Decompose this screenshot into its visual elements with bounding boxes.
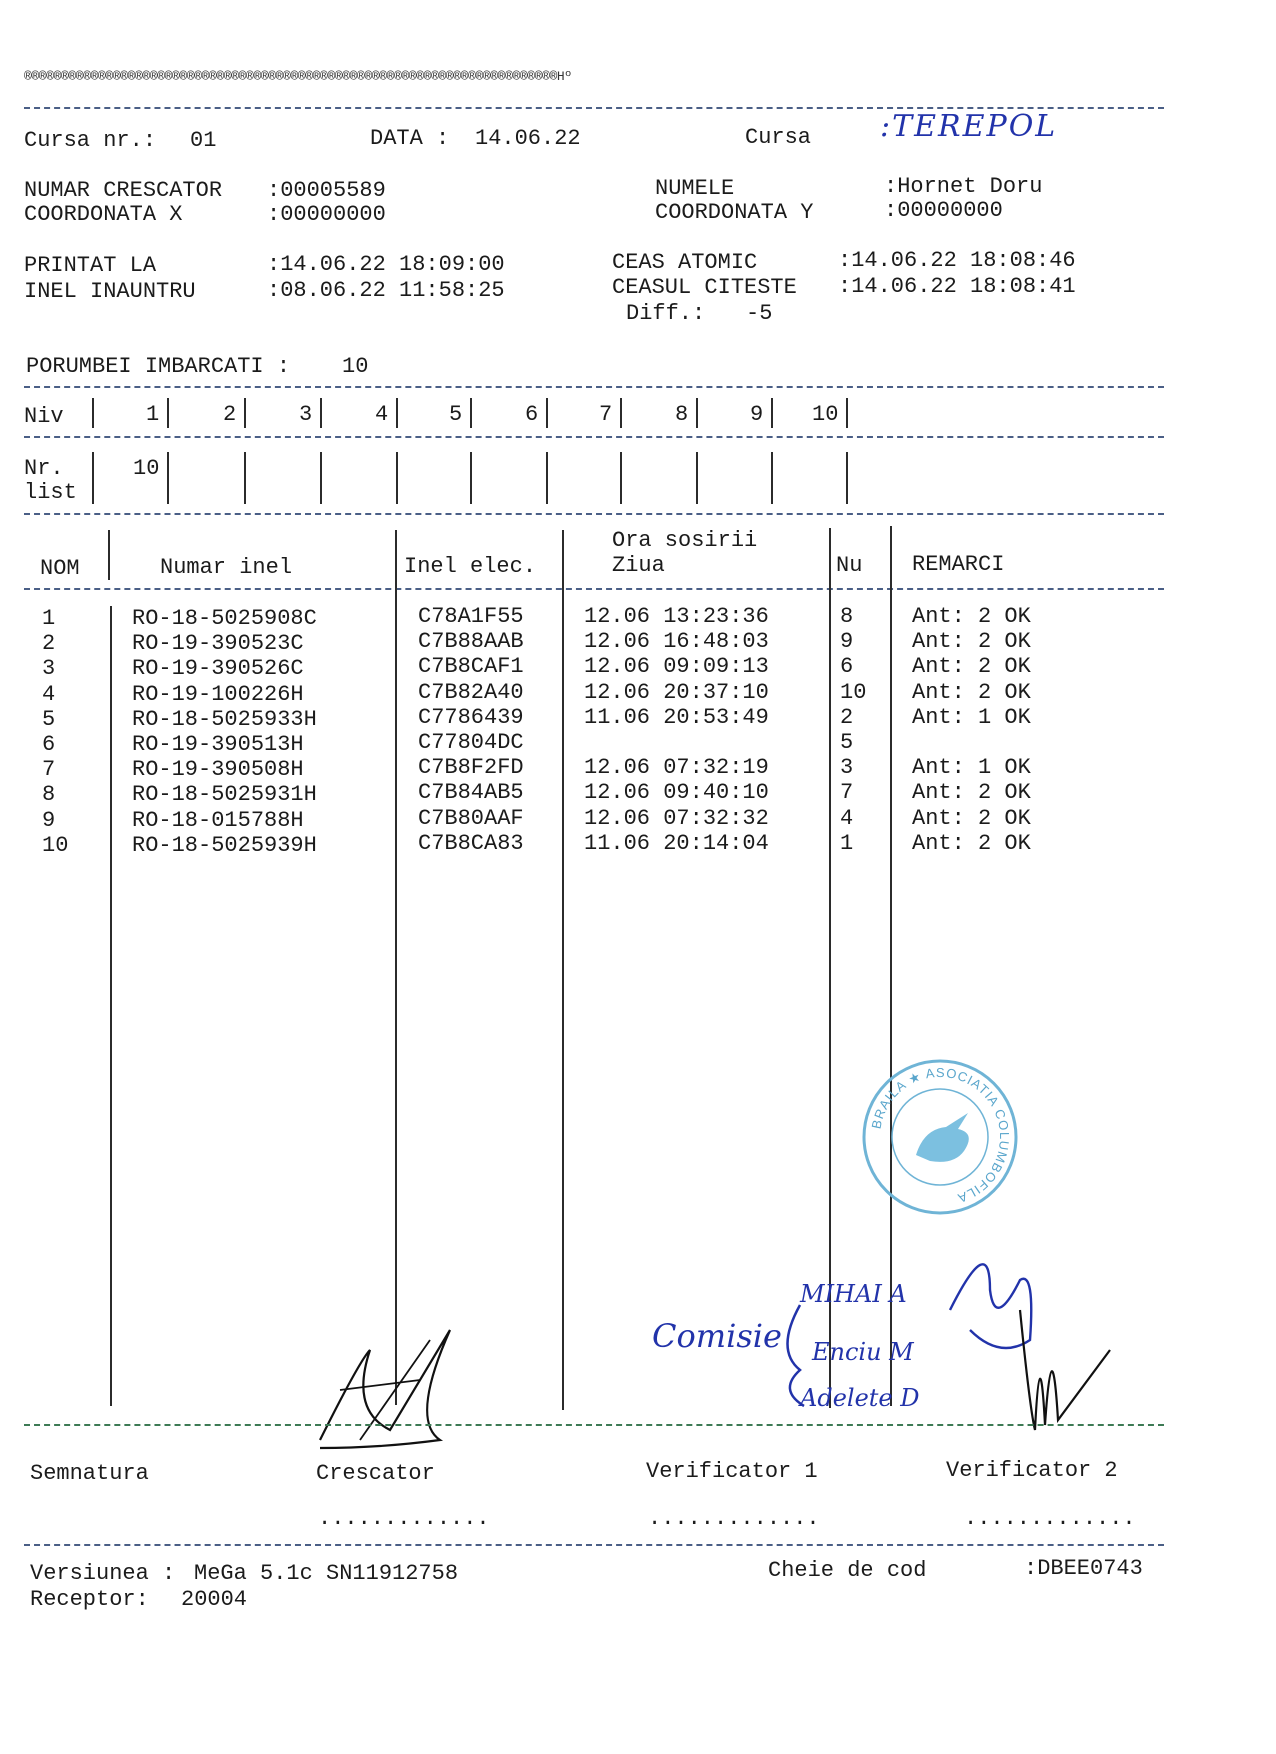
receptor-value: 20004 (181, 1587, 248, 1612)
handwritten-member-2: Enciu M (812, 1338, 914, 1366)
level-value: 8 (675, 402, 689, 427)
pigeon-icon (916, 1113, 969, 1162)
row-electronic-ring: C7B88AAB (418, 629, 524, 655)
row-ring-number: RO-19-390513H (132, 732, 304, 757)
row-arrival-time: 12.06 07:32:32 (584, 805, 769, 831)
verifier-2-dots: ............. (964, 1506, 1136, 1531)
signature-label: Semnatura (30, 1461, 149, 1486)
level-separator (696, 452, 698, 504)
level-separator (92, 452, 94, 504)
row-electronic-ring: C7786439 (418, 704, 524, 730)
row-ring-number: RO-19-100226H (132, 681, 304, 707)
signature-crescator (300, 1320, 480, 1460)
row-ring-number: RO-18-5025908C (132, 606, 317, 631)
printed-label: PRINTAT LA (24, 253, 157, 278)
verifier-1-label: Verificator 1 (646, 1459, 818, 1484)
level-value: 4 (375, 402, 389, 427)
col-header-remarks: REMARCI (912, 552, 1005, 577)
row-electronic-ring: C7B8CA83 (418, 830, 524, 856)
race-number-value: 01 (190, 128, 217, 153)
receptor-label: Receptor: (30, 1587, 149, 1612)
level-separator (620, 398, 622, 428)
stamp-text: BRAILA ★ ASOCIATIA COLUMBOFILA (868, 1064, 1013, 1207)
code-key-label: Cheie de cod (768, 1558, 927, 1583)
handwritten-member-1: MIHAI A (800, 1280, 907, 1308)
row-nom: 9 (42, 807, 56, 833)
crescator-dots: ............. (318, 1506, 490, 1531)
row-ring-number: RO-19-390526C (132, 656, 304, 682)
level-separator (320, 452, 322, 504)
row-arrival-time: 12.06 13:23:36 (584, 604, 769, 629)
ring-in-value: :08.06.22 11:58:25 (267, 278, 505, 303)
crescator-label: Crescator (316, 1461, 435, 1486)
row-remark: Ant: 1 OK (912, 704, 1031, 730)
list-count: 10 (133, 456, 160, 481)
levels-niv-label: Niv (24, 404, 64, 429)
level-separator (771, 398, 773, 428)
divider (24, 436, 1164, 438)
row-nom: 3 (42, 656, 56, 682)
level-separator (396, 452, 398, 504)
row-remark: Ant: 2 OK (912, 679, 1031, 705)
divider (24, 513, 1164, 515)
level-separator (320, 398, 322, 428)
row-nu: 6 (840, 654, 854, 680)
row-arrival-time: 11.06 20:14:04 (584, 830, 769, 856)
col-header-ring: Numar inel (160, 555, 293, 580)
row-nu: 4 (840, 805, 854, 831)
embarked-value: 10 (342, 354, 369, 379)
row-ring-number: RO-18-5025933H (132, 706, 317, 732)
level-separator (167, 398, 169, 428)
coord-y-label: COORDONATA Y (655, 200, 814, 225)
levels-nr-label: Nr. (24, 456, 64, 481)
race-date-label: DATA : (370, 126, 450, 151)
col-header-elec: Inel elec. (404, 554, 537, 579)
level-separator (546, 398, 548, 428)
signature-verifier-2 (1000, 1290, 1120, 1450)
level-value: 10 (812, 402, 839, 427)
column-line (562, 530, 564, 1410)
divider (24, 1424, 1164, 1426)
row-nom: 8 (42, 782, 56, 808)
level-separator (620, 452, 622, 504)
divider (24, 588, 1164, 590)
race-name-label: Cursa (745, 125, 812, 150)
row-remark: Ant: 1 OK (912, 755, 1031, 781)
coord-x-label: COORDONATA X (24, 202, 183, 227)
row-electronic-ring: C7B84AB5 (418, 780, 524, 806)
row-nu: 1 (840, 830, 854, 856)
row-electronic-ring: C78A1F55 (418, 604, 524, 629)
row-electronic-ring: C77804DC (418, 730, 524, 755)
row-nom: 1 (42, 606, 56, 631)
column-line (890, 526, 892, 1406)
clock-reads-label: CEASUL CITESTE (612, 275, 797, 300)
coord-y-value: :00000000 (884, 198, 1003, 223)
row-electronic-ring: C7B8F2FD (418, 755, 524, 781)
level-separator (696, 398, 698, 428)
level-value: 9 (750, 402, 764, 427)
level-separator (244, 452, 246, 504)
header-symbol-line: ®®®®®®®®®®®®®®®®®®®®®®®®®®®®®®®®®®®®®®®®®®®®®®®®®®®®®®®®®®®®®®®®®®®®®®®®Hº (24, 69, 572, 84)
level-value: 2 (223, 402, 237, 427)
row-arrival-time: 11.06 20:53:49 (584, 704, 769, 730)
row-nom: 6 (42, 732, 56, 757)
printed-value: :14.06.22 18:09:00 (267, 252, 505, 277)
row-nom: 2 (42, 631, 56, 657)
row-electronic-ring: C7B80AAF (418, 805, 524, 831)
row-arrival-time: 12.06 09:09:13 (584, 654, 769, 680)
row-ring-number: RO-18-015788H (132, 807, 304, 833)
row-nom: 7 (42, 757, 56, 783)
coord-x-value: :00000000 (267, 202, 386, 227)
version-label: Versiunea : (30, 1561, 176, 1586)
level-separator (846, 398, 848, 428)
row-remark: Ant: 2 OK (912, 805, 1031, 831)
diff-value: -5 (746, 301, 773, 326)
levels-list-label: list (24, 480, 77, 505)
row-nom: 5 (42, 706, 56, 732)
breeder-name-label: NUMELE (655, 176, 735, 201)
level-separator (167, 452, 169, 504)
verifier-1-dots: ............. (648, 1506, 820, 1531)
row-arrival-time: 12.06 20:37:10 (584, 679, 769, 705)
code-key-value: :DBEE0743 (1024, 1556, 1143, 1581)
row-nu: 2 (840, 704, 854, 730)
column-line (110, 606, 112, 1406)
row-nu: 8 (840, 604, 854, 629)
row-remark: Ant: 2 OK (912, 830, 1031, 856)
row-arrival-time: 12.06 07:32:19 (584, 755, 769, 781)
row-nu: 10 (840, 679, 867, 705)
divider (24, 1544, 1164, 1546)
row-remark: Ant: 2 OK (912, 629, 1031, 655)
row-ring-number: RO-19-390523C (132, 631, 304, 657)
association-stamp (860, 1057, 1020, 1217)
level-separator (546, 452, 548, 504)
row-electronic-ring: C7B8CAF1 (418, 654, 524, 680)
level-value: 1 (146, 402, 160, 427)
level-separator (470, 452, 472, 504)
row-nom: 4 (42, 681, 56, 707)
row-nu: 7 (840, 780, 854, 806)
col-header-arrival-time: Ora sosirii (612, 528, 758, 553)
col-header-nom: NOM (40, 556, 80, 581)
race-number-label: Cursa nr.: (24, 128, 157, 153)
column-line (829, 528, 831, 1408)
clock-reads-value: :14.06.22 18:08:41 (838, 274, 1076, 299)
row-remark: Ant: 2 OK (912, 780, 1031, 806)
ring-in-label: INEL INAUNTRU (24, 279, 196, 304)
version-value: MeGa 5.1c SN11912758 (194, 1561, 459, 1586)
level-value: 6 (525, 402, 539, 427)
race-date-value: 14.06.22 (475, 126, 581, 151)
col-header-nu: Nu (836, 553, 863, 578)
row-nu: 3 (840, 755, 854, 781)
row-ring-number: RO-19-390508H (132, 757, 304, 783)
atomic-clock-value: :14.06.22 18:08:46 (838, 248, 1076, 273)
verifier-2-label: Verificator 2 (946, 1458, 1118, 1483)
level-separator (244, 398, 246, 428)
level-value: 7 (599, 402, 613, 427)
atomic-clock-label: CEAS ATOMIC (612, 250, 758, 275)
level-separator (846, 452, 848, 504)
row-nom: 10 (42, 832, 69, 858)
breeder-number-value: :00005589 (267, 178, 386, 203)
level-separator (771, 452, 773, 504)
handwritten-commission: Comisie (652, 1317, 782, 1355)
handwritten-member-3: Adelete D (800, 1384, 920, 1412)
row-ring-number: RO-18-5025931H (132, 782, 317, 808)
race-name-handwritten: :TEREPOL (880, 109, 1058, 144)
level-value: 3 (299, 402, 313, 427)
level-value: 5 (449, 402, 463, 427)
column-line (395, 530, 397, 1405)
col-header-arrival-day: Ziua (612, 553, 665, 578)
row-arrival-time: 12.06 09:40:10 (584, 780, 769, 806)
breeder-number-label: NUMAR CRESCATOR (24, 178, 223, 203)
row-arrival-time: 12.06 16:48:03 (584, 629, 769, 655)
row-nu: 9 (840, 629, 854, 655)
breeder-name-value: :Hornet Doru (884, 174, 1043, 199)
embarked-label: PORUMBEI IMBARCATI : (26, 354, 291, 379)
row-nu: 5 (840, 730, 854, 755)
divider (24, 386, 1164, 388)
level-separator (396, 398, 398, 428)
level-separator (470, 398, 472, 428)
row-remark: Ant: 2 OK (912, 654, 1031, 680)
row-electronic-ring: C7B82A40 (418, 679, 524, 705)
row-ring-number: RO-18-5025939H (132, 832, 317, 858)
diff-label: Diff.: (626, 301, 706, 326)
level-separator (92, 398, 94, 428)
column-line (108, 530, 110, 580)
row-remark: Ant: 2 OK (912, 604, 1031, 629)
